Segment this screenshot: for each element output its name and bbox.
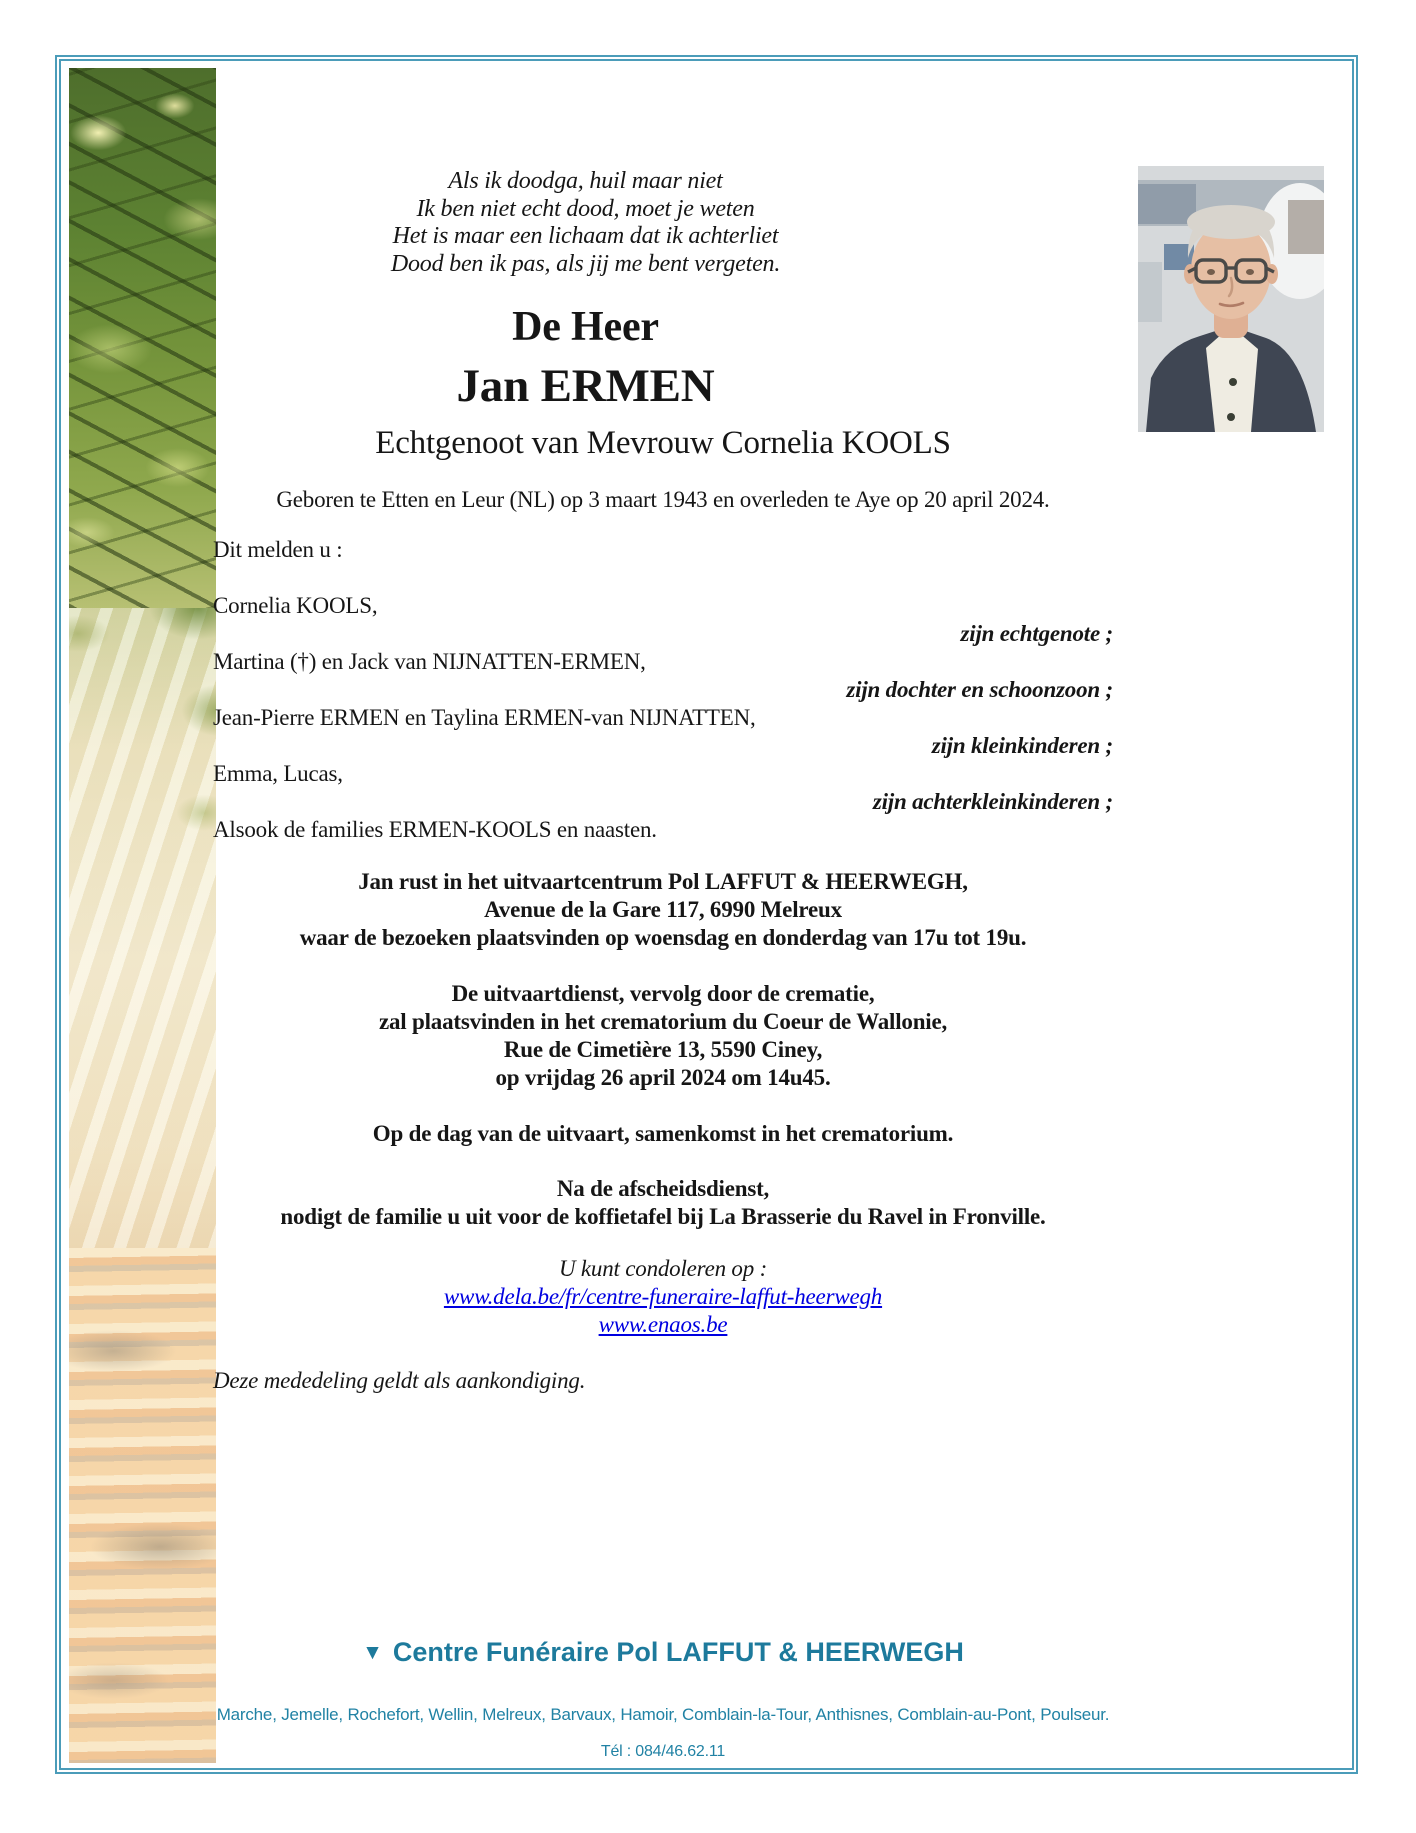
announcement-intro: Dit melden u :: [213, 537, 343, 562]
service-line: Rue de Cimetière 13, 5590 Ciney,: [503, 1037, 823, 1062]
visitation-line: Avenue de la Gare 117, 6990 Melreux: [484, 897, 842, 922]
portrait-photo: [1138, 166, 1324, 432]
service-line: op vrijdag 26 april 2024 om 14u45.: [495, 1065, 831, 1090]
family-closing: Alsook de families ERMEN-KOOLS en naasten.: [213, 817, 657, 842]
funeral-service-info: [213, 980, 1113, 1092]
family-relation: zijn dochter en schoonzoon ;: [846, 677, 1113, 702]
poem-line: Dood ben ik pas, als jij me bent vergeten.: [390, 250, 781, 277]
condolence-section: [213, 1255, 1113, 1339]
poem-line: Als ik doodga, huil maar niet: [448, 168, 723, 194]
gathering-line: Op de dag van de uitvaart, samenkomst in het crematorium.: [372, 1121, 954, 1146]
funeral-home-locations: Marche, Jemelle, Rochefort, Wellin, Melreux, Barvaux, Hamoir, Comblain-la-Tour, Anthisnes, Comblain-au-Pont, Poulseur.: [216, 1705, 1110, 1724]
visitation-info: [213, 868, 1113, 952]
poem-line: Het is maar een lichaam dat ik achterliet: [392, 223, 779, 249]
forest-path-photo: [69, 68, 216, 1763]
family-relation: zijn achterkleinkinderen ;: [872, 789, 1113, 814]
coffee-line: Na de afscheidsdienst,: [556, 1176, 770, 1201]
coffee-table-info: [213, 1175, 1113, 1231]
family-names: Martina (†) en Jack van NIJNATTEN-ERMEN,: [213, 649, 646, 674]
family-names: Cornelia KOOLS,: [213, 593, 378, 618]
announcement-notice: Deze mededeling geldt als aankondiging.: [213, 1368, 586, 1393]
condolence-label: U kunt condoleren op :: [558, 1256, 768, 1281]
condolence-link-enaos[interactable]: www.enaos.be: [598, 1312, 728, 1337]
forest-foliage: [69, 68, 216, 608]
memorial-poem: [213, 168, 958, 278]
sunlight-rays: [69, 608, 216, 1248]
family-list: [213, 592, 1113, 844]
family-names: Emma, Lucas,: [213, 761, 343, 786]
family-names: Jean-Pierre ERMEN en Taylina ERMEN-van NIJNATTEN,: [213, 705, 756, 730]
portrait-illustration: [1138, 166, 1324, 432]
deceased-name: Jan ERMEN: [456, 360, 715, 412]
birth-death-line: Geboren te Etten en Leur (NL) op 3 maart 1943 en overleden te Aye op 20 april 2024.: [276, 487, 1050, 512]
visitation-line: waar de bezoeken plaatsvinden op woensdag en donderdag van 17u tot 19u.: [299, 925, 1027, 950]
funeral-home-phone: Tél : 084/46.62.11: [600, 1743, 726, 1760]
service-line: De uitvaartdienst, vervolg door de crematie,: [451, 981, 875, 1006]
triangle-down-icon: ▼: [362, 1641, 383, 1664]
poem-line: Ik ben niet echt dood, moet je weten: [416, 195, 755, 222]
service-line: zal plaatsvinden in het crematorium du Coeur de Wallonie,: [378, 1009, 948, 1034]
family-relation: zijn echtgenote ;: [960, 621, 1113, 646]
family-relation: zijn kleinkinderen ;: [931, 733, 1113, 758]
visitation-line: Jan rust in het uitvaartcentrum Pol LAFFUT & HEERWEGH,: [358, 869, 968, 894]
sandy-path: [69, 1248, 216, 1763]
spouse-line: Echtgenoot van Mevrouw Cornelia KOOLS: [375, 425, 951, 461]
condolence-link-dela[interactable]: www.dela.be/fr/centre-funeraire-laffut-heerwegh: [443, 1284, 883, 1309]
coffee-line: nodigt de familie u uit voor de koffietafel bij La Brasserie du Ravel in Fronville.: [280, 1204, 1046, 1229]
deceased-title: De Heer: [512, 304, 659, 350]
funeral-home-name: Centre Funéraire Pol LAFFUT & HEERWEGH: [392, 1637, 964, 1667]
funeral-home-logo: [213, 1636, 1113, 1669]
